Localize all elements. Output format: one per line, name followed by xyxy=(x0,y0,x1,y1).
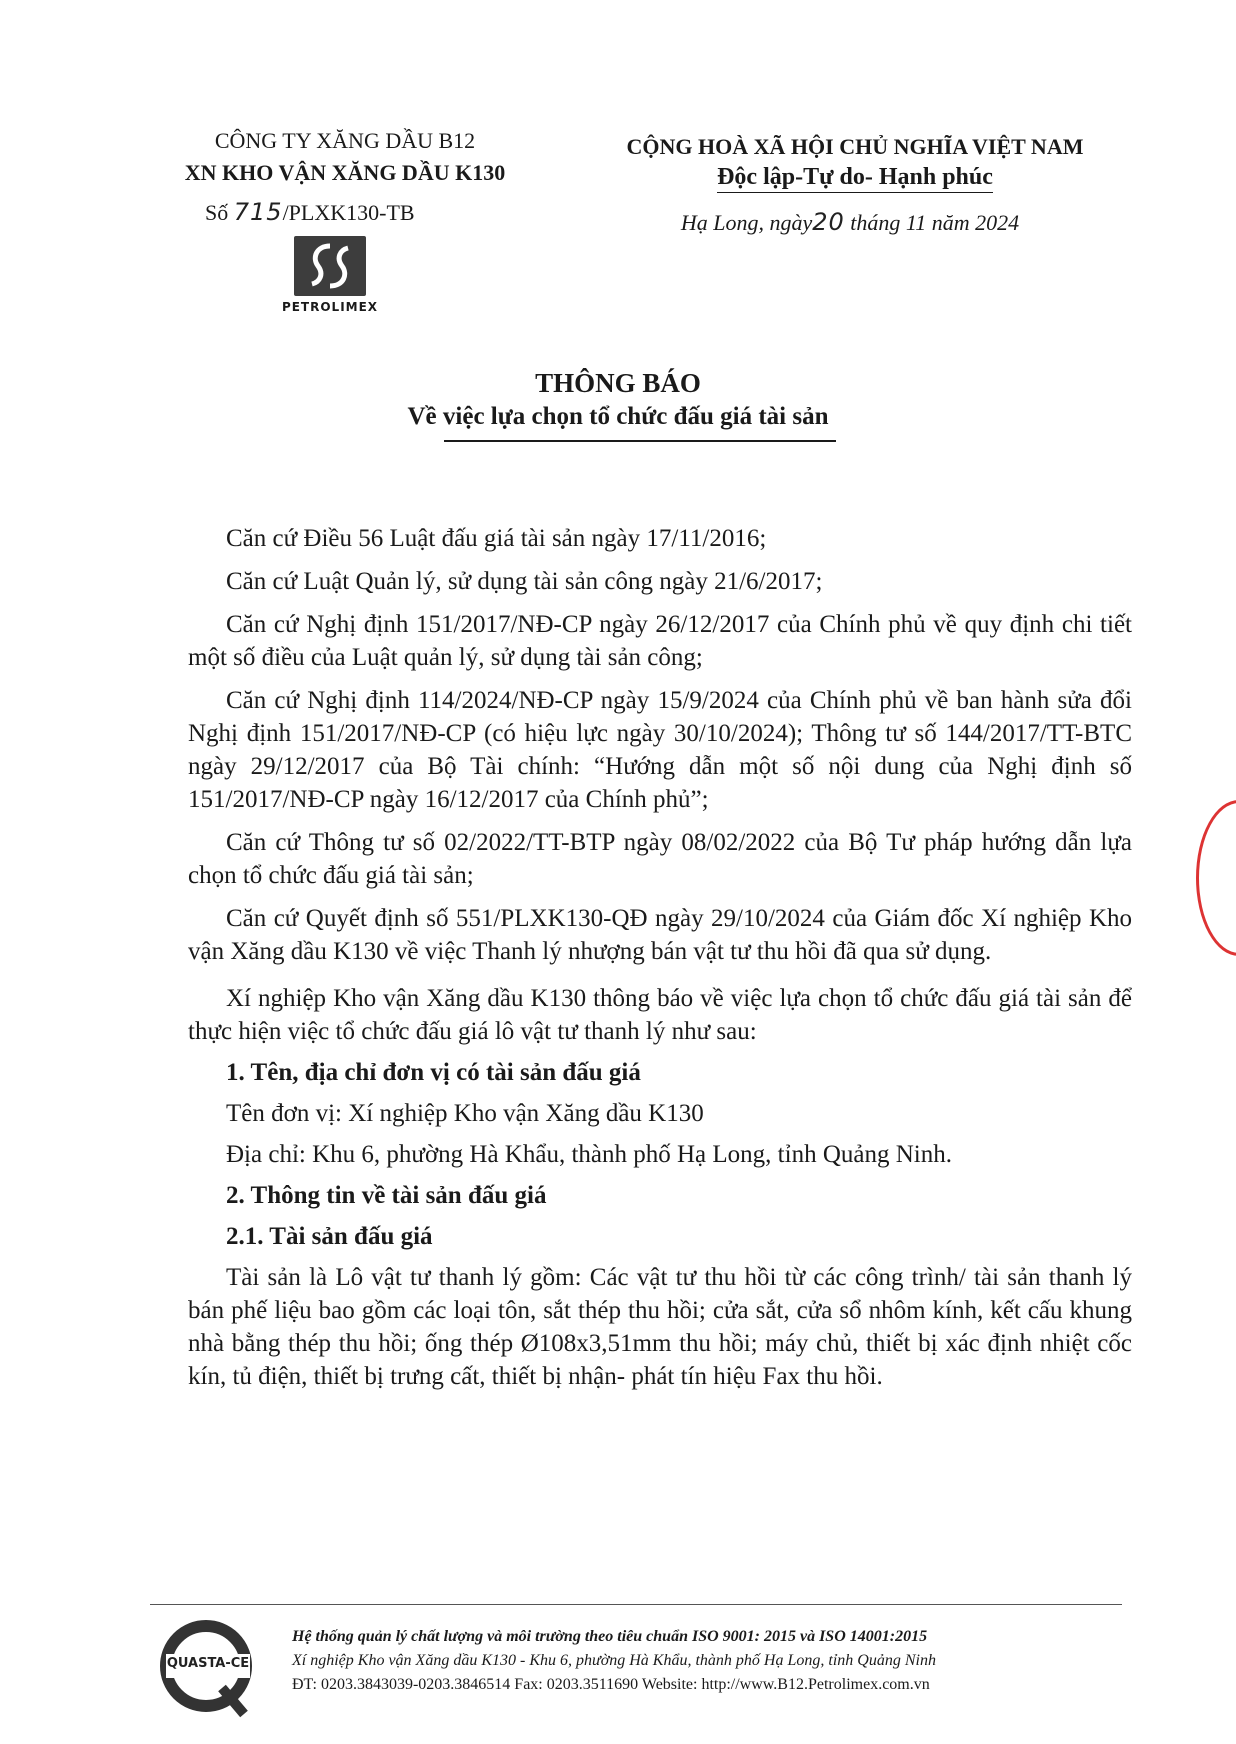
paragraph: Căn cứ Quyết định số 551/PLXK130-QĐ ngày 29/10/2024 của Giám đốc Xí nghiệp Kho vận Xăng dầu K130 về việc Thanh lý nhượng bán vật tư thu hồi đã qua sử dụng. xyxy=(188,905,1132,965)
section-heading: 1. Tên, địa chỉ đơn vị có tài sản đấu giá xyxy=(226,1059,641,1086)
subsection-heading: 2.1. Tài sản đấu giá xyxy=(226,1223,433,1250)
paragraph: Căn cứ Điều 56 Luật đấu giá tài sản ngày 17/11/2016; xyxy=(226,525,767,552)
unit-name: XN KHO VẬN XĂNG DẦU K130 xyxy=(184,160,506,185)
quasta-logo-text: QUASTA-CE xyxy=(166,1656,250,1671)
paragraph: Căn cứ Nghị định 114/2024/NĐ-CP ngày 15/9/2024 của Chính phủ về ban hành sửa đổi Nghị định 151/2017/NĐ-CP (có hiệu lực ngày 30/10/2024); Thông tư số 144/2017/TT-BTC ngày 29/12/2017 của Bộ Tài chính: “Hướng dẫn một số nội dung của Nghị định số 151/2017/NĐ-CP ngày 16/12/2017 của Chính phủ”; xyxy=(188,687,1132,813)
motto: Độc lập-Tự do- Hạnh phúc xyxy=(575,164,1135,191)
petrolimex-logo-icon xyxy=(294,236,366,296)
company-name: CÔNG TY XĂNG DẦU B12 xyxy=(214,128,476,153)
footer-line-2: Xí nghiệp Kho vận Xăng dầu K130 - Khu 6, phường Hà Khẩu, thành phố Hạ Long, tỉnh Quảng Ninh xyxy=(292,1652,936,1669)
page-subtitle: Về việc lựa chọn tổ chức đấu giá tài sản xyxy=(407,403,829,430)
page-title: THÔNG BÁO xyxy=(535,368,701,398)
petrolimex-logo xyxy=(294,236,366,296)
number-suffix: /PLXK130-TB xyxy=(282,200,415,225)
section-heading: 2. Thông tin về tài sản đấu giá xyxy=(226,1182,547,1209)
quasta-logo xyxy=(158,1618,258,1718)
body-content xyxy=(188,522,1132,1393)
address-line: Địa chỉ: Khu 6, phường Hà Khẩu, thành phố Hạ Long, tỉnh Quảng Ninh. xyxy=(226,1141,952,1168)
footer-divider xyxy=(150,1604,1122,1605)
paragraph: Tài sản là Lô vật tư thanh lý gồm: Các vật tư thu hồi từ các công trình/ tài sản thanh lý bán phế liệu bao gồm các loại tôn, sắt thép thu hồi; cửa sắt, cửa sổ nhôm kính, kết cấu khung nhà bằng thép thu hồi; ống thép Ø108x3,51mm thu hồi; máy chủ, thiết bị xác định nhiệt cốc kín, tủ điện, thiết bị trưng cất, thiết bị nhận- phát tín hiệu Fax thu hồi. xyxy=(188,1264,1132,1390)
number-handwritten: 715 xyxy=(233,198,283,226)
paragraph: Căn cứ Thông tư số 02/2022/TT-BTP ngày 08/02/2022 của Bộ Tư pháp hướng dẫn lựa chọn tổ chức đấu giá tài sản; xyxy=(188,829,1132,889)
title-underline xyxy=(444,440,836,442)
footer-line-1: Hệ thống quản lý chất lượng và môi trường theo tiêu chuẩn ISO 9001: 2015 và ISO 14001:2015 xyxy=(292,1628,928,1645)
place-date: Hạ Long, ngày20 tháng 11 năm 2024 xyxy=(680,208,1020,236)
paragraph: Căn cứ Nghị định 151/2017/NĐ-CP ngày 26/12/2017 của Chính phủ về quy định chi tiết một số điều của Luật quản lý, sử dụng tài sản công; xyxy=(188,611,1132,671)
footer-line-3: ĐT: 0203.3843039-0203.3846514 Fax: 0203.3511690 Website: http://www.B12.Petrolimex.com.vn xyxy=(292,1676,930,1693)
paragraph: Căn cứ Luật Quản lý, sử dụng tài sản công ngày 21/6/2017; xyxy=(226,568,823,595)
number-prefix: Số xyxy=(205,200,229,225)
stamp-fragment xyxy=(1196,800,1236,956)
day-handwritten: 20 xyxy=(812,208,845,236)
document-number xyxy=(205,198,415,226)
logo-text: PETROLIMEX xyxy=(281,300,379,314)
nation-name: CỘNG HOÀ XÃ HỘI CHỦ NGHĨA VIỆT NAM xyxy=(626,134,1084,159)
unit-name-line: Tên đơn vị: Xí nghiệp Kho vận Xăng dầu K130 xyxy=(226,1100,704,1127)
paragraph: Xí nghiệp Kho vận Xăng dầu K130 thông báo về việc lựa chọn tổ chức đấu giá tài sản để thực hiện việc tổ chức đấu giá lô vật tư thanh lý như sau: xyxy=(188,985,1132,1045)
